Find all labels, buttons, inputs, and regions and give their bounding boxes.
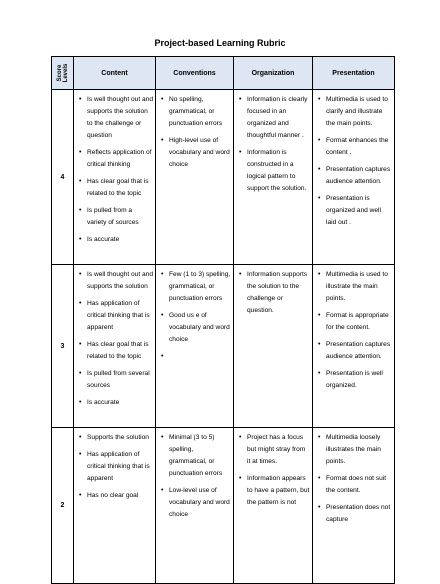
list-item: • Multimedia loosely illustrates the main points.: [326, 432, 392, 468]
presentation-criteria-list: [313, 265, 394, 399]
header-presentation: Presentation: [313, 57, 395, 90]
score-level-cell: 2: [52, 428, 74, 584]
list-item: • Information is constructed in a logical pattern to support the solution.: [247, 147, 310, 195]
list-item: • High-level use of vocabulary and word choice: [169, 135, 231, 171]
list-item: • Has application of critical thinking that is apparent: [87, 449, 153, 485]
list-item: • Few (1 to 3) spelling, grammatical, or punctuation errors: [169, 269, 231, 305]
content-cell: [74, 265, 156, 428]
list-item: • Format is appropriate for the content.: [326, 310, 392, 334]
list-item: • Presentation captures audience attention.: [326, 339, 392, 363]
header-conventions: Conventions: [156, 57, 234, 90]
organization-criteria-list: [234, 265, 312, 324]
conventions-cell: [156, 90, 234, 265]
list-item: • Supports the solution: [87, 432, 153, 444]
presentation-criteria-list: [313, 90, 394, 236]
presentation-criteria-list: [313, 428, 394, 533]
list-item: • Presentation is organized and well laid out .: [326, 193, 392, 229]
header-score-line1: Score: [56, 64, 63, 82]
organization-criteria-list: [234, 90, 312, 202]
list-item: • Is pulled from several sources: [87, 368, 153, 392]
list-item: • Is accurate: [87, 234, 153, 246]
list-item: • Information appears to have a pattern, but the pattern is not: [247, 473, 310, 509]
score-level-cell: 4: [52, 90, 74, 265]
list-item: • Format enhances the content .: [326, 135, 392, 159]
list-item: • Good us e of vocabulary and word choice: [169, 310, 231, 346]
list-item: • Low-level use of vocabulary and word choice: [169, 485, 231, 521]
score-level-cell: 3: [52, 265, 74, 428]
list-item: • Information supports the solution to the challenge or question.: [247, 269, 310, 317]
header-score-line2: Levels: [62, 63, 69, 83]
list-item: • Presentation is well organized.: [326, 368, 392, 392]
list-item: • Multimedia is used to illustrate the main points.: [326, 269, 392, 305]
list-item: • Minimal (3 to 5) spelling, grammatical, or punctuation errors: [169, 432, 231, 480]
content-cell: [74, 428, 156, 584]
header-row: [52, 57, 395, 90]
conventions-criteria-list: [156, 90, 233, 178]
list-item: • Format does not suit the content.: [326, 473, 392, 497]
content-criteria-list: [74, 90, 155, 253]
conventions-criteria-list: [156, 265, 233, 370]
table-row: [52, 428, 395, 584]
list-item: • Project has a focus but might stray from it at times.: [247, 432, 310, 468]
list-item: • Presentation captures audience attention.: [326, 164, 392, 188]
list-item: • Has no clear goal: [87, 490, 153, 502]
list-item: • Has clear goal that is related to the topic: [87, 339, 153, 363]
content-criteria-list: [74, 265, 155, 416]
list-item: • Is pulled from a variety of sources: [87, 205, 153, 229]
table-row: [52, 265, 395, 428]
list-item: • Information is clearly focused in an organized and thoughtful manner .: [247, 94, 310, 142]
presentation-cell: [313, 428, 395, 584]
header-score-levels: [52, 57, 74, 90]
page-title: Project-based Learning Rubric: [154, 38, 286, 48]
header-content: Content: [74, 57, 156, 90]
list-item: • Is well thought out and supports the solution: [87, 269, 153, 293]
list-item: • Multimedia is used to clarify and illustrate the main points.: [326, 94, 392, 130]
list-item: • Presentation does not capture: [326, 502, 392, 526]
table-row: [52, 90, 395, 265]
list-item: [169, 351, 231, 363]
list-item: • No spelling, grammatical, or punctuation errors: [169, 94, 231, 130]
list-item: • Is well thought out and supports the solution to the challenge or question: [87, 94, 153, 142]
conventions-cell: [156, 428, 234, 584]
conventions-cell: [156, 265, 234, 428]
presentation-cell: [313, 265, 395, 428]
organization-cell: [234, 90, 313, 265]
organization-cell: [234, 265, 313, 428]
organization-criteria-list: [234, 428, 312, 516]
content-cell: [74, 90, 156, 265]
conventions-criteria-list: [156, 428, 233, 528]
list-item: • Is accurate: [87, 397, 153, 409]
rubric-table: [51, 56, 395, 584]
header-organization: Organization: [234, 57, 313, 90]
list-item: • Has application of critical thinking that is apparent: [87, 298, 153, 334]
presentation-cell: [313, 90, 395, 265]
list-item: • Reflects application of critical thinking: [87, 147, 153, 171]
content-criteria-list: [74, 428, 155, 509]
list-item: • Has clear goal that is related to the topic: [87, 176, 153, 200]
organization-cell: [234, 428, 313, 584]
